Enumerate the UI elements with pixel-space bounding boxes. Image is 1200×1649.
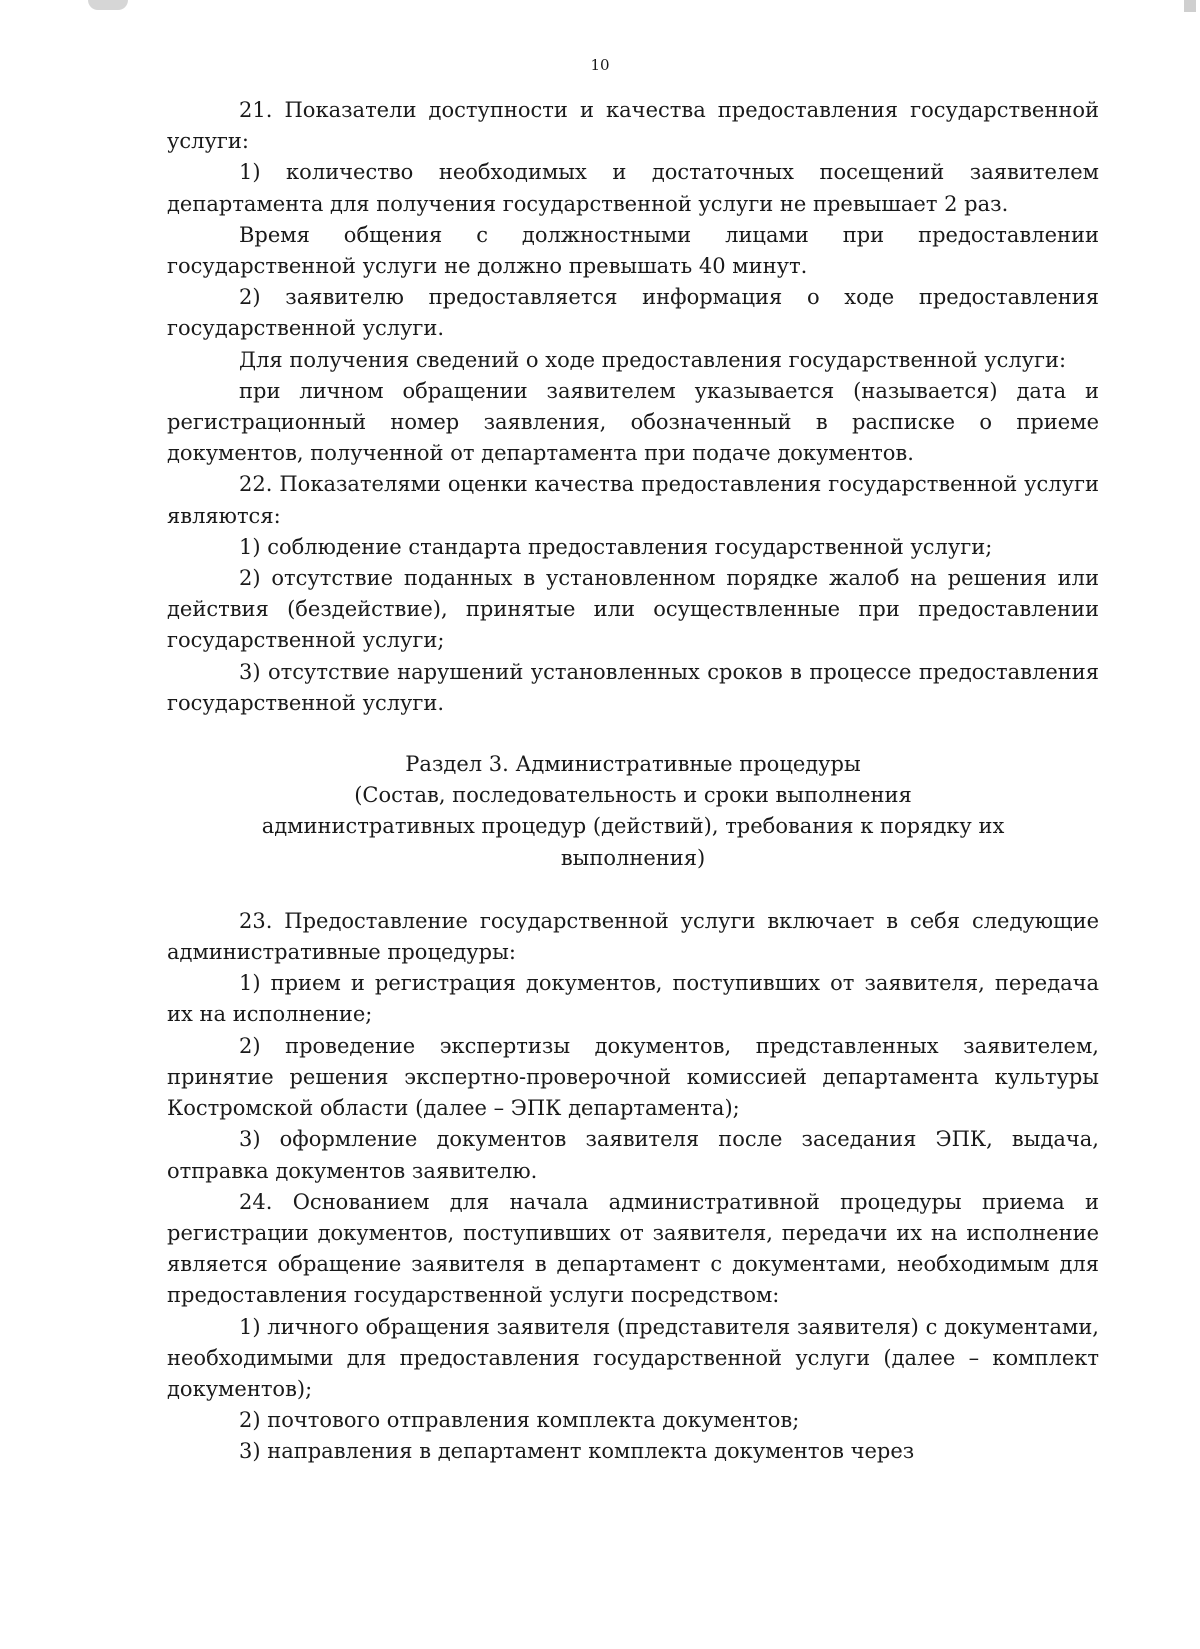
paragraph: 2) отсутствие поданных в установленном порядке жалоб на решения или действия (бездействие), принятые или осуществленные при предоставлении государственной услуги;	[167, 566, 1099, 653]
section-heading-title: Раздел 3. Административные процедуры	[405, 752, 861, 777]
document-body	[167, 95, 1099, 1468]
paragraph: 3) направления в департамент комплекта документов через	[239, 1439, 915, 1464]
paragraph: 22. Показателями оценки качества предоставления государственной услуги являются:	[167, 472, 1099, 528]
paragraph: 3) отсутствие нарушений установленных сроков в процессе предоставления государственной услуги.	[167, 659, 1099, 715]
section-heading-subtitle: выполнения)	[560, 845, 706, 870]
paragraph: 2) почтового отправления комплекта документов;	[239, 1408, 800, 1433]
paragraph: Для получения сведений о ходе предоставления государственной услуги:	[239, 347, 1067, 372]
scan-artifact-right	[1184, 0, 1196, 12]
paragraph: Время общения с должностными лицами при предоставлении государственной услуги не должно превышать 40 минут.	[167, 222, 1099, 279]
paragraph: 2) проведение экспертизы документов, представленных заявителем, принятие решения экспертно-проверочной комиссией департамента культуры Костромской области (далее – ЭПК департамента);	[167, 1033, 1099, 1121]
paragraph: 23. Предоставление государственной услуги включает в себя следующие административные процедуры:	[167, 908, 1099, 965]
paragraph: 1) количество необходимых и достаточных посещений заявителем департамента для получения государственной услуги не превышает 2 раз.	[167, 160, 1099, 216]
paragraph: 21. Показатели доступности и качества предоставления государственной услуги:	[167, 98, 1099, 154]
section-heading	[167, 749, 1099, 874]
section-heading-subtitle: (Состав, последовательность и сроки выполнения	[354, 783, 912, 808]
scan-artifact	[88, 0, 128, 10]
page-number: 10	[590, 56, 610, 74]
section-heading-subtitle: административных процедур (действий), требования к порядку их	[261, 814, 1005, 839]
paragraph: 24. Основанием для начала административной процедуры приема и регистрации документов, поступивших от заявителя, передачи их на исполнение является обращение заявителя в департамент с документами, необходимым для предоставления государственной услуги посредством:	[167, 1189, 1099, 1308]
paragraph: 1) прием и регистрация документов, поступивших от заявителя, передача их на исполнение;	[167, 971, 1099, 1027]
paragraph: 1) соблюдение стандарта предоставления государственной услуги;	[239, 534, 993, 559]
paragraph: 2) заявителю предоставляется информация о ходе предоставления государственной услуги.	[167, 285, 1099, 341]
paragraph: 3) оформление документов заявителя после заседания ЭПК, выдача, отправка документов заявителю.	[167, 1127, 1099, 1183]
paragraph: при личном обращении заявителем указывается (называется) дата и регистрационный номер заявления, обозначенный в расписке о приеме документов, полученной от департамента при подаче документов.	[167, 378, 1099, 466]
paragraph: 1) личного обращения заявителя (представителя заявителя) с документами, необходимыми для предоставления государственной услуги (далее – комплект документов);	[167, 1314, 1099, 1401]
